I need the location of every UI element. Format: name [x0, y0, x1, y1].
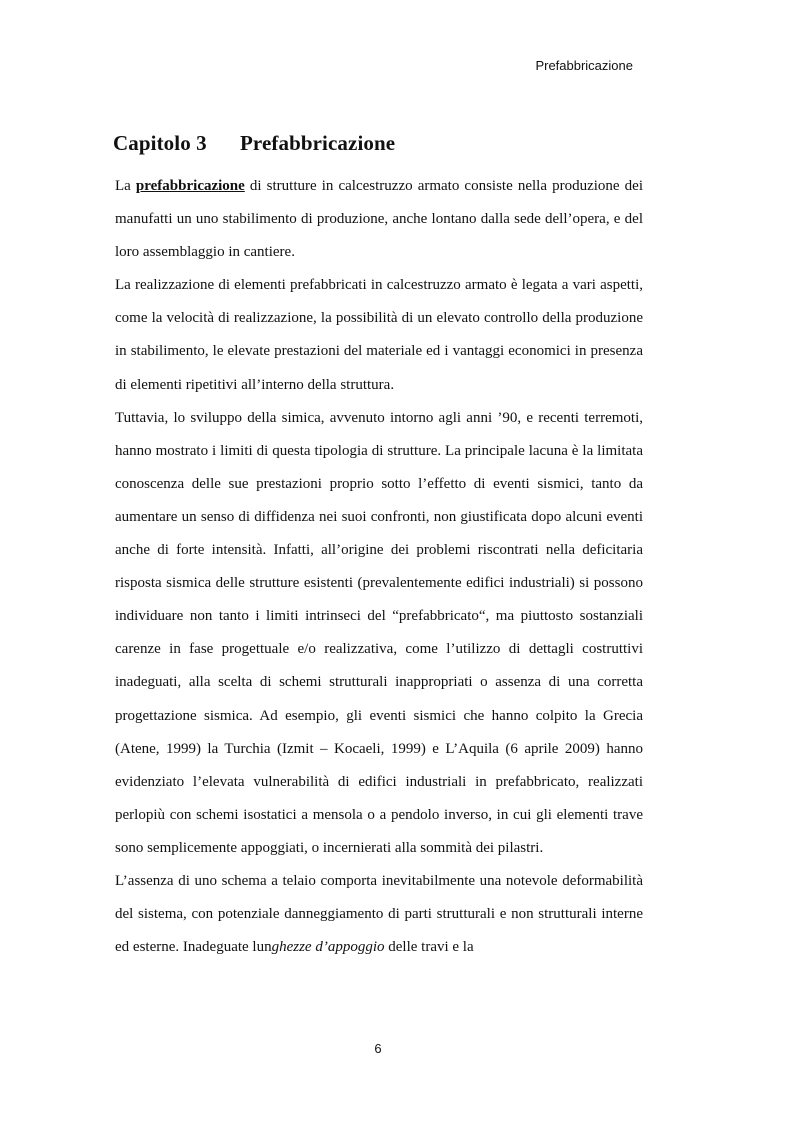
paragraph-intro: La — [115, 178, 136, 194]
paragraph-frame-end: delle travi e la — [384, 939, 474, 956]
italic-term: ghezze d’appoggio — [271, 939, 385, 956]
paragraph-frame-start: L’assenza di uno schema a telaio comporta inevitabilmente una notevole deformabilità del sistema, con potenziale danneggiamento di parti strutturali e non strutturali interne ed esterne. Inadeguate lun — [115, 872, 643, 956]
running-header: Prefabbricazione — [535, 58, 633, 73]
chapter-number: Capitolo 3 — [113, 131, 207, 155]
paragraph-frame — [115, 865, 643, 964]
paragraph-definition — [115, 170, 643, 269]
paragraph-advantages: La realizzazione di elementi prefabbricati in calcestruzzo armato è legata a vari aspetti, come la velocità di realizzazione, la possibilità di un elevato controllo della produzione in stabilimento, le elevate prestazioni del materiale ed i vantaggi economici in presenza di elementi ripetitivi all’interno della struttura. — [115, 277, 643, 393]
chapter-title — [113, 131, 395, 156]
defined-term: prefabbricazione — [135, 178, 245, 194]
chapter-name: Prefabbricazione — [240, 131, 396, 155]
paragraph-limits: Tuttavia, lo sviluppo della simica, avvenuto intorno agli anni ’90, e recenti terremoti, hanno mostrato i limiti di questa tipologia di strutture. La principale lacuna è la limitata conoscenza delle sue prestazioni proprio sotto l’effetto di eventi sismici, tanto da aumentare un senso di diffidenza nei suoi confronti, non giustificata dopo alcuni eventi anche di forte intensità. Infatti, all’origine dei problemi riscontrati nella deficitaria risposta sismica delle strutture esistenti (prevalentemente edifici industriali) si possono individuare non tanto i limiti intrinseci del “prefabbricato“, ma piuttosto sostanziali carenze in fase progettuale e/o realizzativa, come l’utilizzo di dettagli costruttivi inadeguati, alla scelta di schemi strutturali inappropriati o assenza di una corretta progettazione sismica. Ad esempio, gli eventi sismici che hanno colpito la Grecia (Atene, 1999) la Turchia (Izmit – Kocaeli, 1999) e L’Aquila (6 aprile 2009) hanno evidenziato l’elevata vulnerabilità di edifici industriali in prefabbricato, realizzati perlopiù con schemi isostatici a mensola o a pendolo inverso, in cui gli elementi trave sono semplicemente appoggiati, o incernierati alla sommità dei pilastri. — [115, 409, 643, 856]
body-text — [115, 170, 643, 964]
page-number: 6 — [374, 1041, 382, 1056]
paragraph-rest: di strutture in calcestruzzo armato consiste nella produzione dei manufatti un uno stabilimento di produzione, anche lontano dalla sede dell’opera, e del loro assemblaggio in cantiere. — [115, 178, 643, 261]
